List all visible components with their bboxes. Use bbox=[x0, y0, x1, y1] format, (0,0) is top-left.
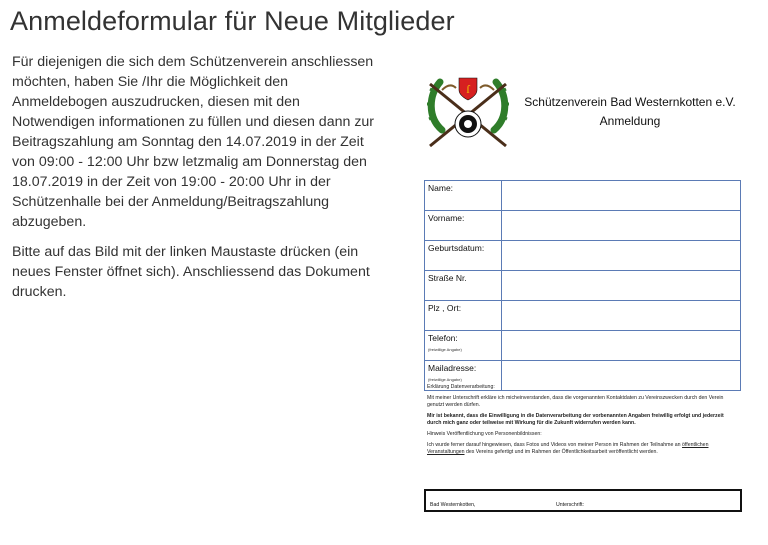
declaration-bold-text: Mir ist bekannt, dass die Einwilligung in die Datenverarbeitung der vorbenannten Angaben freiwillig erfolgt und jederzeit durch mich ganz oder teilweise mit Wirkung für die Zukunft widerrufen werden kann. bbox=[427, 413, 724, 426]
declaration-section bbox=[427, 384, 739, 460]
signature-box bbox=[424, 489, 742, 512]
club-title bbox=[514, 93, 746, 131]
intro-text bbox=[12, 52, 384, 312]
table-row bbox=[425, 211, 741, 241]
form-subtitle: Anmeldung bbox=[599, 114, 661, 128]
declaration-heading: Erklärung Datenverarbeitung: bbox=[427, 384, 495, 390]
club-name: Schützenverein Bad Westernkotten e.V. bbox=[524, 95, 736, 109]
field-label: Mailadresse: (freiwillige Angabe) bbox=[425, 361, 502, 391]
photo-heading: Hinweis Veröffentlichung von Personenbildnissen: bbox=[427, 431, 542, 437]
table-row bbox=[425, 301, 741, 331]
events-link-text: öffentlichen Veranstaltungen bbox=[427, 442, 709, 455]
table-row bbox=[425, 241, 741, 271]
photo-text: Ich wurde ferner darauf hingewiesen, dass Fotos und Videos von meiner Person im Rahmen der Teilnahme an öffentlichen Veranstaltungen des Vereins gefertigt und im Rahmen der Öffentlichkeitsarbeit veröffentlicht werden. bbox=[427, 442, 709, 455]
table-row bbox=[425, 271, 741, 301]
intro-paragraph: Für diejenigen die sich dem Schützenverein anschliessen möchten, haben Sie /Ihr die Möglichkeit den Anmeldebogen auszudrucken, diesen mit den Notwendigen informationen zu füllen und diesen dann zur Beitragszahlung am Sonntag den 14.07.2019 in der Zeit von 09:00 - 12:00 Uhr bzw letzmalig am Donnerstag den 18.07.2019 in der Zeit von 19:00 - 20:00 Uhr in der Schützenhalle bei der Anmeldung/Beitragszahlung abzugeben. bbox=[12, 54, 375, 230]
field-label: Straße Nr. bbox=[425, 271, 502, 301]
field-value-strasse bbox=[501, 271, 740, 301]
field-value-name bbox=[501, 181, 740, 211]
declaration-text: Mit meiner Unterschrift erkläre ich micheinverstanden, dass die vorgenannten Kontaktdaten zu Vereinszwecken durch den Verein genutzt werden dürfen. bbox=[427, 395, 724, 408]
club-logo-icon bbox=[422, 70, 514, 154]
field-note: (freiwillige Angabe) bbox=[428, 377, 462, 382]
field-label: Vorname: bbox=[425, 211, 502, 241]
field-value-vorname bbox=[501, 211, 740, 241]
field-value-telefon bbox=[501, 331, 740, 361]
field-note: (freiwillige Angabe) bbox=[428, 347, 462, 352]
registration-fields-table bbox=[424, 180, 741, 391]
field-label: Name: bbox=[425, 181, 502, 211]
table-row bbox=[425, 181, 741, 211]
field-label: Plz , Ort: bbox=[425, 301, 502, 331]
instruction-paragraph: Bitte auf das Bild mit der linken Maustaste drücken (ein neues Fenster öffnet sich). Anschliessend das Dokument drucken. bbox=[12, 244, 370, 300]
signature-place: Bad Westernkotten, bbox=[430, 502, 476, 508]
field-label: Geburtsdatum: bbox=[425, 241, 502, 271]
registration-form-image[interactable] bbox=[422, 66, 742, 516]
page-title: Anmeldeformular für Neue Mitglieder bbox=[10, 6, 455, 36]
signature-label: Unterschrift: bbox=[556, 502, 584, 508]
svg-text:ſ: ſ bbox=[466, 82, 470, 96]
field-value-geburtsdatum bbox=[501, 241, 740, 271]
field-value-plz-ort bbox=[501, 301, 740, 331]
field-label: Telefon: (freiwillige Angabe) bbox=[425, 331, 502, 361]
table-row bbox=[425, 331, 741, 361]
